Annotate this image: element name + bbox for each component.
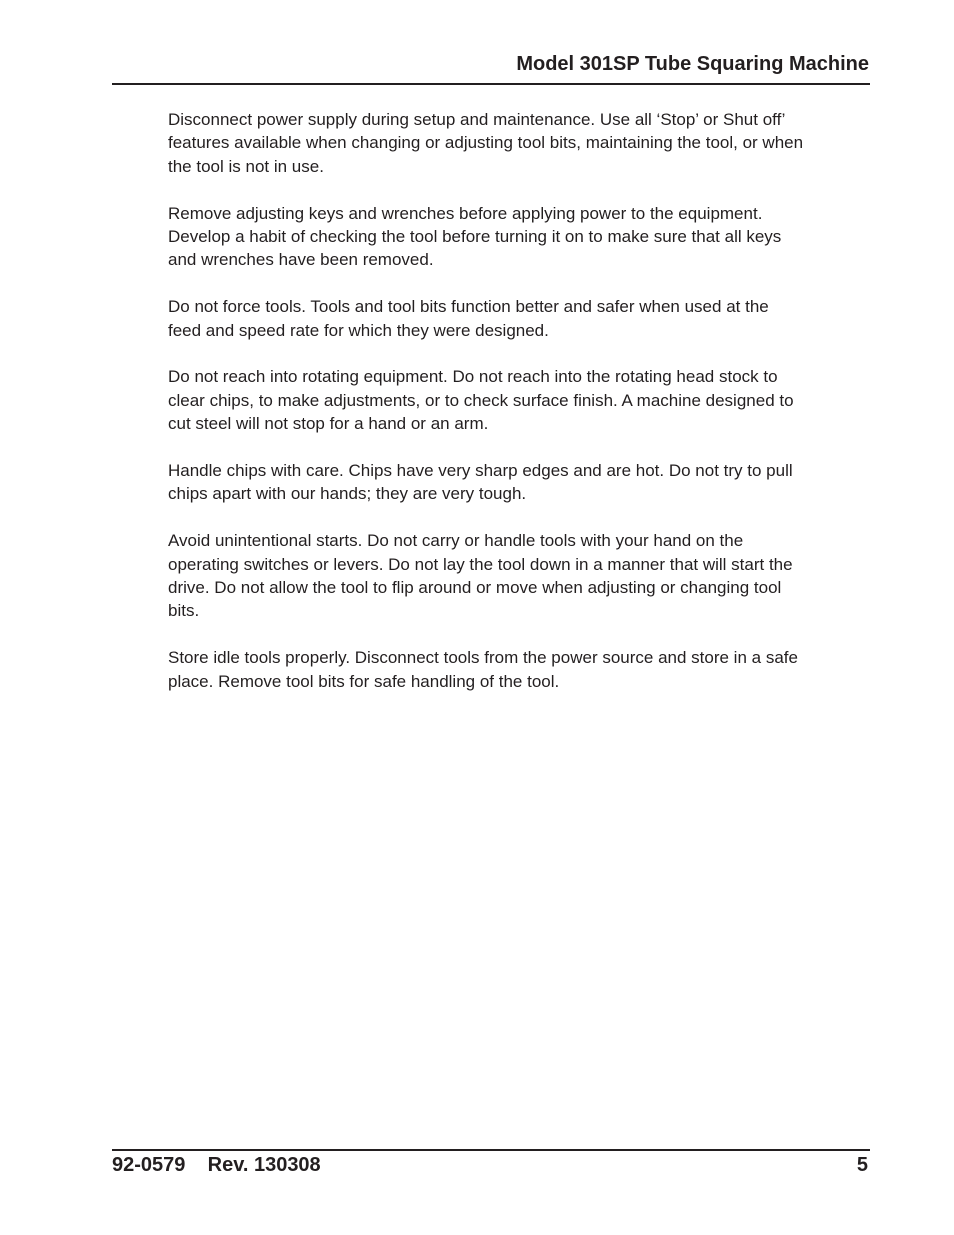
paragraph-remove-keys: Remove adjusting keys and wrenches before applying power to the equipment. Develop a habit of checking the tool before turning it on to make sure that all keys and wrenches have been removed. bbox=[168, 203, 782, 270]
footer-divider bbox=[112, 1149, 870, 1151]
paragraph-do-not-force: Do not force tools. Tools and tool bits function better and safer when used at the feed and speed rate for which they were designed. bbox=[168, 297, 769, 340]
paragraph-handle-chips: Handle chips with care. Chips have very sharp edges and are hot. Do not try to pull chips apart with our hands; they are very tough. bbox=[168, 461, 793, 504]
page-header-title: Model 301SP Tube Squaring Machine bbox=[516, 53, 869, 75]
document-body bbox=[168, 108, 873, 716]
page-number: 5 bbox=[856, 1154, 868, 1176]
paragraph-rotating-equipment: Do not reach into rotating equipment. Do not reach into the rotating head stock to clear chips, to make adjustments, or to check surface finish. A machine designed to cut steel will not stop for a hand or an arm. bbox=[168, 367, 794, 434]
paragraph-unintentional-starts: Avoid unintentional starts. Do not carry or handle tools with your hand on the operating switches or levers. Do not lay the tool down in a manner that will start the drive. Do not allow the tool to flip around or move when adjusting or changing tool bits. bbox=[168, 531, 793, 621]
paragraph-disconnect-power: Disconnect power supply during setup and maintenance. Use all ‘Stop’ or Shut off’ features available when changing or adjusting tool bits, maintaining the tool, or when the tool is not in use. bbox=[168, 110, 804, 176]
header-divider bbox=[112, 83, 870, 85]
footer-document-number: 92-0579 Rev. 130308 bbox=[112, 1154, 321, 1176]
paragraph-store-idle-tools: Store idle tools properly. Disconnect tools from the power source and store in a safe place. Remove tool bits for safe handling of the tool. bbox=[168, 648, 798, 691]
